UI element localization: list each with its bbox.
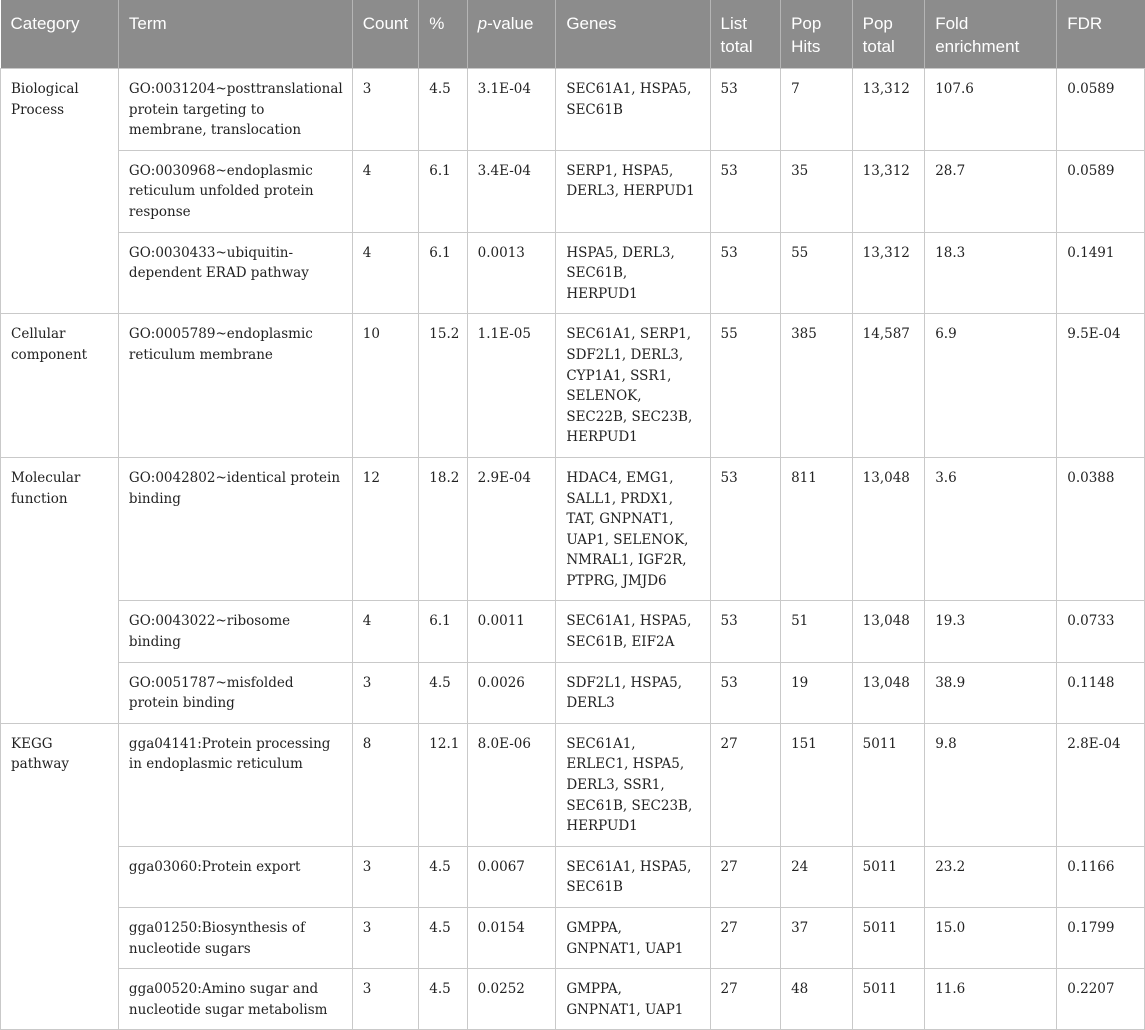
cell-term: gga00520:Amino sugar and nucleotide sugar metabolism <box>118 969 352 1030</box>
cell-pop-hits: 48 <box>781 969 853 1030</box>
cell-pvalue: 1.1E-05 <box>467 314 556 458</box>
cell-fdr: 0.1799 <box>1057 908 1145 969</box>
cell-fold-enrichment: 23.2 <box>925 846 1057 907</box>
cell-percent: 18.2 <box>419 457 467 601</box>
header-list-total: List total <box>710 0 781 69</box>
cell-genes: SEC61A1, ERLEC1, HSPA5, DERL3, SSR1, SEC61B, SEC23B, HERPUD1 <box>556 723 710 846</box>
cell-list-total: 27 <box>710 723 781 846</box>
cell-pvalue: 0.0252 <box>467 969 556 1030</box>
cell-pop-total: 13,312 <box>852 69 925 151</box>
cell-pvalue: 0.0011 <box>467 601 556 662</box>
cell-pop-total: 13,048 <box>852 662 925 723</box>
cell-list-total: 55 <box>710 314 781 458</box>
cell-pop-total: 13,312 <box>852 150 925 232</box>
cell-percent: 6.1 <box>419 232 467 314</box>
cell-fdr: 0.1166 <box>1057 846 1145 907</box>
cell-pvalue: 3.4E-04 <box>467 150 556 232</box>
header-term: Term <box>118 0 352 69</box>
cell-list-total: 53 <box>710 232 781 314</box>
cell-count: 4 <box>352 150 419 232</box>
cell-genes: SDF2L1, HSPA5, DERL3 <box>556 662 710 723</box>
cell-pop-hits: 51 <box>781 601 853 662</box>
cell-genes: SERP1, HSPA5, DERL3, HERPUD1 <box>556 150 710 232</box>
cell-term: GO:0030968~endoplasmic reticulum unfolded protein response <box>118 150 352 232</box>
cell-fold-enrichment: 9.8 <box>925 723 1057 846</box>
cell-fdr: 0.0589 <box>1057 69 1145 151</box>
header-pvalue-italic: p <box>477 14 488 33</box>
cell-list-total: 27 <box>710 846 781 907</box>
table-row <box>1 662 1145 723</box>
cell-pvalue: 0.0154 <box>467 908 556 969</box>
table-header <box>1 0 1145 69</box>
cell-fold-enrichment: 38.9 <box>925 662 1057 723</box>
cell-term: GO:0051787~misfolded protein binding <box>118 662 352 723</box>
cell-term: gga03060:Protein export <box>118 846 352 907</box>
cell-term: GO:0030433~ubiquitin-dependent ERAD pathway <box>118 232 352 314</box>
cell-pvalue: 8.0E-06 <box>467 723 556 846</box>
cell-fdr: 2.8E-04 <box>1057 723 1145 846</box>
cell-pop-total: 5011 <box>852 723 925 846</box>
cell-pvalue: 3.1E-04 <box>467 69 556 151</box>
cell-percent: 4.5 <box>419 662 467 723</box>
cell-pop-total: 5011 <box>852 908 925 969</box>
cell-fold-enrichment: 107.6 <box>925 69 1057 151</box>
cell-genes: SEC61A1, HSPA5, SEC61B <box>556 69 710 151</box>
cell-list-total: 53 <box>710 601 781 662</box>
cell-pvalue: 0.0026 <box>467 662 556 723</box>
cell-pop-hits: 811 <box>781 457 853 601</box>
cell-count: 3 <box>352 969 419 1030</box>
table-row <box>1 846 1145 907</box>
cell-category: Cellular component <box>1 314 119 458</box>
cell-pop-total: 5011 <box>852 969 925 1030</box>
cell-pvalue: 0.0013 <box>467 232 556 314</box>
cell-genes: SEC61A1, HSPA5, SEC61B <box>556 846 710 907</box>
cell-count: 3 <box>352 908 419 969</box>
header-genes: Genes <box>556 0 710 69</box>
cell-pop-hits: 385 <box>781 314 853 458</box>
header-category: Category <box>1 0 119 69</box>
cell-category: Molecular function <box>1 457 119 723</box>
cell-category: KEGG pathway <box>1 723 119 1030</box>
cell-list-total: 53 <box>710 457 781 601</box>
cell-count: 10 <box>352 314 419 458</box>
cell-percent: 4.5 <box>419 846 467 907</box>
cell-percent: 4.5 <box>419 69 467 151</box>
cell-term: GO:0043022~ribosome binding <box>118 601 352 662</box>
table-row <box>1 69 1145 151</box>
cell-term: GO:0005789~endoplasmic reticulum membrane <box>118 314 352 458</box>
cell-genes: SEC61A1, HSPA5, SEC61B, EIF2A <box>556 601 710 662</box>
table-row <box>1 908 1145 969</box>
cell-count: 3 <box>352 846 419 907</box>
cell-pop-hits: 19 <box>781 662 853 723</box>
cell-fold-enrichment: 6.9 <box>925 314 1057 458</box>
cell-percent: 6.1 <box>419 601 467 662</box>
header-pop-hits: Pop Hits <box>781 0 853 69</box>
cell-percent: 4.5 <box>419 908 467 969</box>
cell-genes: GMPPA, GNPNAT1, UAP1 <box>556 908 710 969</box>
header-pvalue-rest: -value <box>487 14 534 33</box>
cell-count: 4 <box>352 601 419 662</box>
cell-fold-enrichment: 19.3 <box>925 601 1057 662</box>
cell-pvalue: 2.9E-04 <box>467 457 556 601</box>
cell-pop-total: 13,048 <box>852 601 925 662</box>
cell-fdr: 0.0733 <box>1057 601 1145 662</box>
header-fdr: FDR <box>1057 0 1145 69</box>
table-row <box>1 457 1145 601</box>
cell-count: 12 <box>352 457 419 601</box>
cell-fdr: 9.5E-04 <box>1057 314 1145 458</box>
table-row <box>1 601 1145 662</box>
cell-count: 3 <box>352 69 419 151</box>
cell-category: Biological Process <box>1 69 119 314</box>
cell-list-total: 53 <box>710 69 781 151</box>
cell-percent: 4.5 <box>419 969 467 1030</box>
cell-fdr: 0.2207 <box>1057 969 1145 1030</box>
cell-fold-enrichment: 3.6 <box>925 457 1057 601</box>
cell-term: GO:0031204~posttranslational protein targeting to membrane, translocation <box>118 69 352 151</box>
cell-pop-hits: 7 <box>781 69 853 151</box>
cell-term: GO:0042802~identical protein binding <box>118 457 352 601</box>
cell-pop-total: 14,587 <box>852 314 925 458</box>
header-count: Count <box>352 0 419 69</box>
cell-list-total: 53 <box>710 150 781 232</box>
cell-genes: GMPPA, GNPNAT1, UAP1 <box>556 969 710 1030</box>
cell-pop-hits: 24 <box>781 846 853 907</box>
header-fold-enrichment: Fold enrichment <box>925 0 1057 69</box>
table-row <box>1 723 1145 846</box>
header-pop-total: Pop total <box>852 0 925 69</box>
cell-genes: SEC61A1, SERP1, SDF2L1, DERL3, CYP1A1, SSR1, SELENOK, SEC22B, SEC23B, HERPUD1 <box>556 314 710 458</box>
cell-percent: 6.1 <box>419 150 467 232</box>
cell-fdr: 0.0589 <box>1057 150 1145 232</box>
table-row <box>1 969 1145 1030</box>
header-pvalue <box>467 0 556 69</box>
cell-count: 8 <box>352 723 419 846</box>
table-row <box>1 150 1145 232</box>
cell-fold-enrichment: 15.0 <box>925 908 1057 969</box>
cell-pop-hits: 55 <box>781 232 853 314</box>
cell-pop-hits: 35 <box>781 150 853 232</box>
cell-genes: HSPA5, DERL3, SEC61B, HERPUD1 <box>556 232 710 314</box>
cell-pop-hits: 37 <box>781 908 853 969</box>
cell-percent: 12.1 <box>419 723 467 846</box>
cell-term: gga04141:Protein processing in endoplasmic reticulum <box>118 723 352 846</box>
cell-fold-enrichment: 28.7 <box>925 150 1057 232</box>
cell-count: 3 <box>352 662 419 723</box>
cell-pvalue: 0.0067 <box>467 846 556 907</box>
cell-list-total: 27 <box>710 908 781 969</box>
cell-term: gga01250:Biosynthesis of nucleotide sugars <box>118 908 352 969</box>
cell-pop-total: 13,048 <box>852 457 925 601</box>
table-body <box>1 69 1145 1030</box>
cell-fdr: 0.1491 <box>1057 232 1145 314</box>
cell-count: 4 <box>352 232 419 314</box>
cell-pop-hits: 151 <box>781 723 853 846</box>
table-row <box>1 314 1145 458</box>
cell-list-total: 53 <box>710 662 781 723</box>
cell-pop-total: 13,312 <box>852 232 925 314</box>
cell-fdr: 0.0388 <box>1057 457 1145 601</box>
cell-genes: HDAC4, EMG1, SALL1, PRDX1, TAT, GNPNAT1, UAP1, SELENOK, NMRAL1, IGF2R, PTPRG, JMJD6 <box>556 457 710 601</box>
cell-list-total: 27 <box>710 969 781 1030</box>
cell-fold-enrichment: 11.6 <box>925 969 1057 1030</box>
header-percent: % <box>419 0 467 69</box>
table-row <box>1 232 1145 314</box>
cell-percent: 15.2 <box>419 314 467 458</box>
cell-pop-total: 5011 <box>852 846 925 907</box>
cell-fdr: 0.1148 <box>1057 662 1145 723</box>
cell-fold-enrichment: 18.3 <box>925 232 1057 314</box>
